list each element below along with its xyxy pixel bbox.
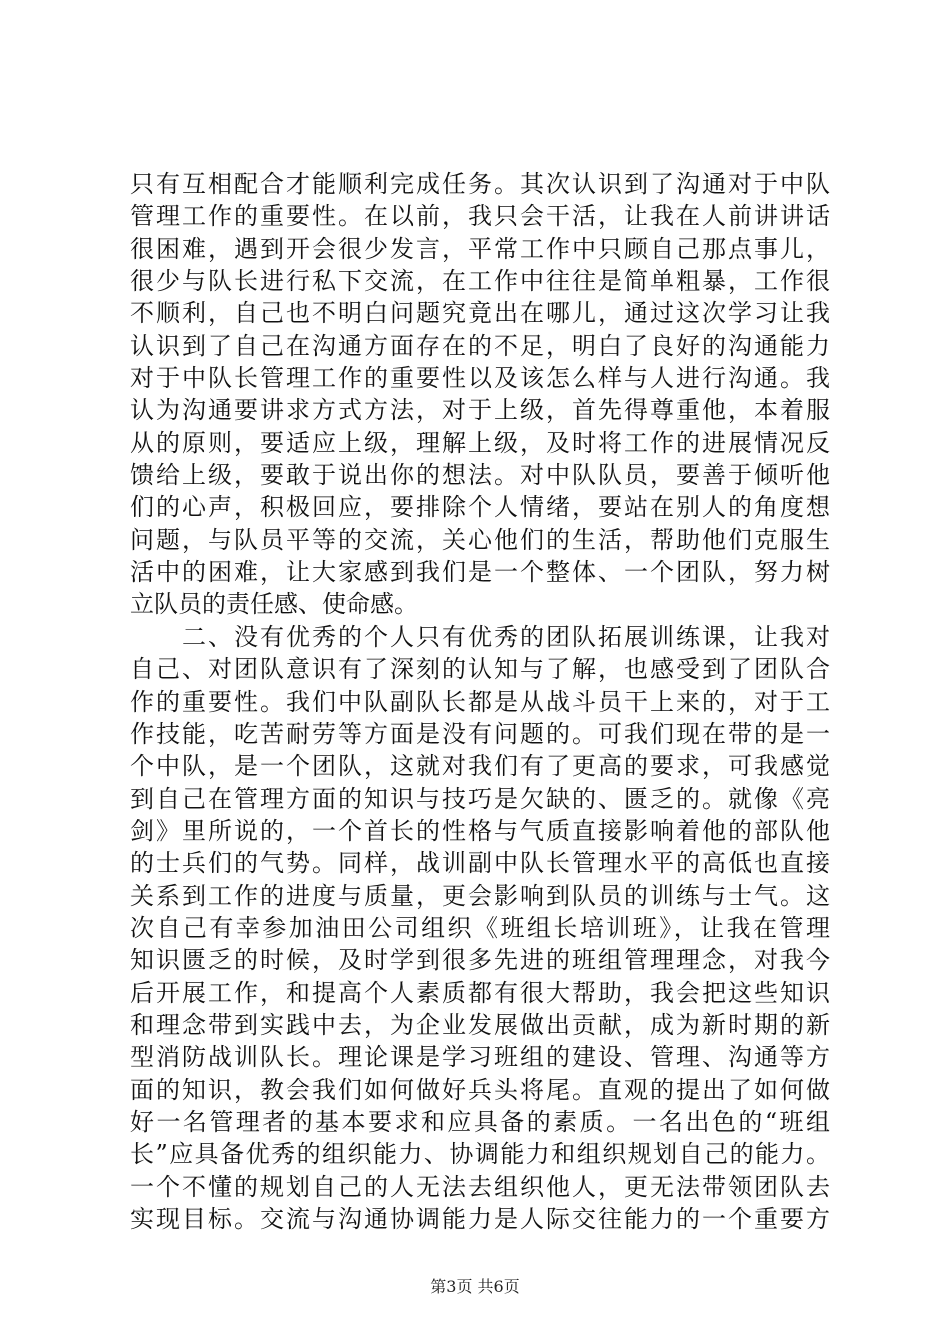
text-line: 们的心声，积极回应，要排除个人情绪，要站在别人的角度想 bbox=[130, 493, 830, 522]
text-line: 长”应具备优秀的组织能力、协调能力和组织规划自己的能力。 bbox=[130, 1140, 830, 1169]
text-line: 很困难，遇到开会很少发言，平常工作中只顾自己那点事儿， bbox=[130, 234, 830, 263]
text-line: 后开展工作，和提高个人素质都有很大帮助，我会把这些知识 bbox=[130, 978, 830, 1007]
text-line: 作的重要性。我们中队副队长都是从战斗员干上来的，对于工 bbox=[130, 687, 830, 716]
page-footer: 第3页 共6页 bbox=[430, 1277, 520, 1296]
text-line: 实现目标。交流与沟通协调能力是人际交往能力的一个重要方 bbox=[130, 1205, 830, 1233]
text-line: 立队员的责任感、使命感。 bbox=[130, 590, 418, 619]
text-line: 自己、对团队意识有了深刻的认知与了解，也感受到了团队合 bbox=[130, 655, 830, 684]
text-line: 个中队，是一个团队，这就对我们有了更高的要求，可我感觉 bbox=[130, 752, 830, 781]
text-line: 认识到了自己在沟通方面存在的不足，明白了良好的沟通能力 bbox=[130, 331, 830, 360]
text-line: 剑》里所说的，一个首长的性格与气质直接影响着他的部队他 bbox=[130, 816, 830, 845]
text-line: 问题，与队员平等的交流，关心他们的生活，帮助他们克服生 bbox=[130, 525, 830, 554]
text-line: 到自己在管理方面的知识与技巧是欠缺的、匮乏的。就像《亮 bbox=[130, 784, 830, 813]
text-line: 只有互相配合才能顺利完成任务。其次认识到了沟通对于中队 bbox=[130, 170, 830, 198]
text-line: 对于中队长管理工作的重要性以及该怎么样与人进行沟通。我 bbox=[130, 364, 830, 393]
body-text bbox=[130, 168, 830, 1235]
text-line: 和理念带到实践中去，为企业发展做出贡献，成为新时期的新 bbox=[130, 1010, 830, 1039]
text-line: 不顺利，自己也不明白问题究竟出在哪儿，通过这次学习让我 bbox=[130, 299, 830, 328]
text-line: 次自己有幸参加油田公司组织《班组长培训班》，让我在管理 bbox=[130, 913, 830, 942]
text-line: 很少与队长进行私下交流，在工作中往往是简单粗暴，工作很 bbox=[130, 267, 830, 296]
text-line: 面的知识，教会我们如何做好兵头将尾。直观的提出了如何做 bbox=[130, 1075, 830, 1104]
text-line: 从的原则，要适应上级，理解上级，及时将工作的进展情况反 bbox=[130, 428, 830, 457]
text-line: 型消防战训队长。理论课是学习班组的建设、管理、沟通等方 bbox=[130, 1043, 830, 1072]
text-line: 管理工作的重要性。在以前，我只会干活，让我在人前讲讲话 bbox=[130, 202, 830, 231]
text-line: 活中的困难，让大家感到我们是一个整体、一个团队，努力树 bbox=[130, 558, 830, 587]
text-line: 一个不懂的规划自己的人无法去组织他人，更无法带领团队去 bbox=[130, 1172, 830, 1201]
text-line: 作技能，吃苦耐劳等方面是没有问题的。可我们现在带的是一 bbox=[130, 719, 830, 748]
text-line: 知识匮乏的时候，及时学到很多先进的班组管理理念，对我今 bbox=[130, 946, 830, 975]
text-line: 认为沟通要讲求方式方法，对于上级，首先得尊重他，本着服 bbox=[130, 396, 830, 425]
text-line: 关系到工作的进度与质量，更会影响到队员的训练与士气。这 bbox=[130, 881, 830, 910]
text-line: 的士兵们的气势。同样，战训副中队长管理水平的高低也直接 bbox=[130, 849, 830, 878]
text-line: 馈给上级，要敢于说出你的想法。对中队队员，要善于倾听他 bbox=[130, 461, 830, 490]
text-line: 好一名管理者的基本要求和应具备的素质。一名出色的“班组 bbox=[130, 1107, 830, 1136]
text-line: 二、没有优秀的个人只有优秀的团队拓展训练课，让我对 bbox=[130, 622, 830, 651]
